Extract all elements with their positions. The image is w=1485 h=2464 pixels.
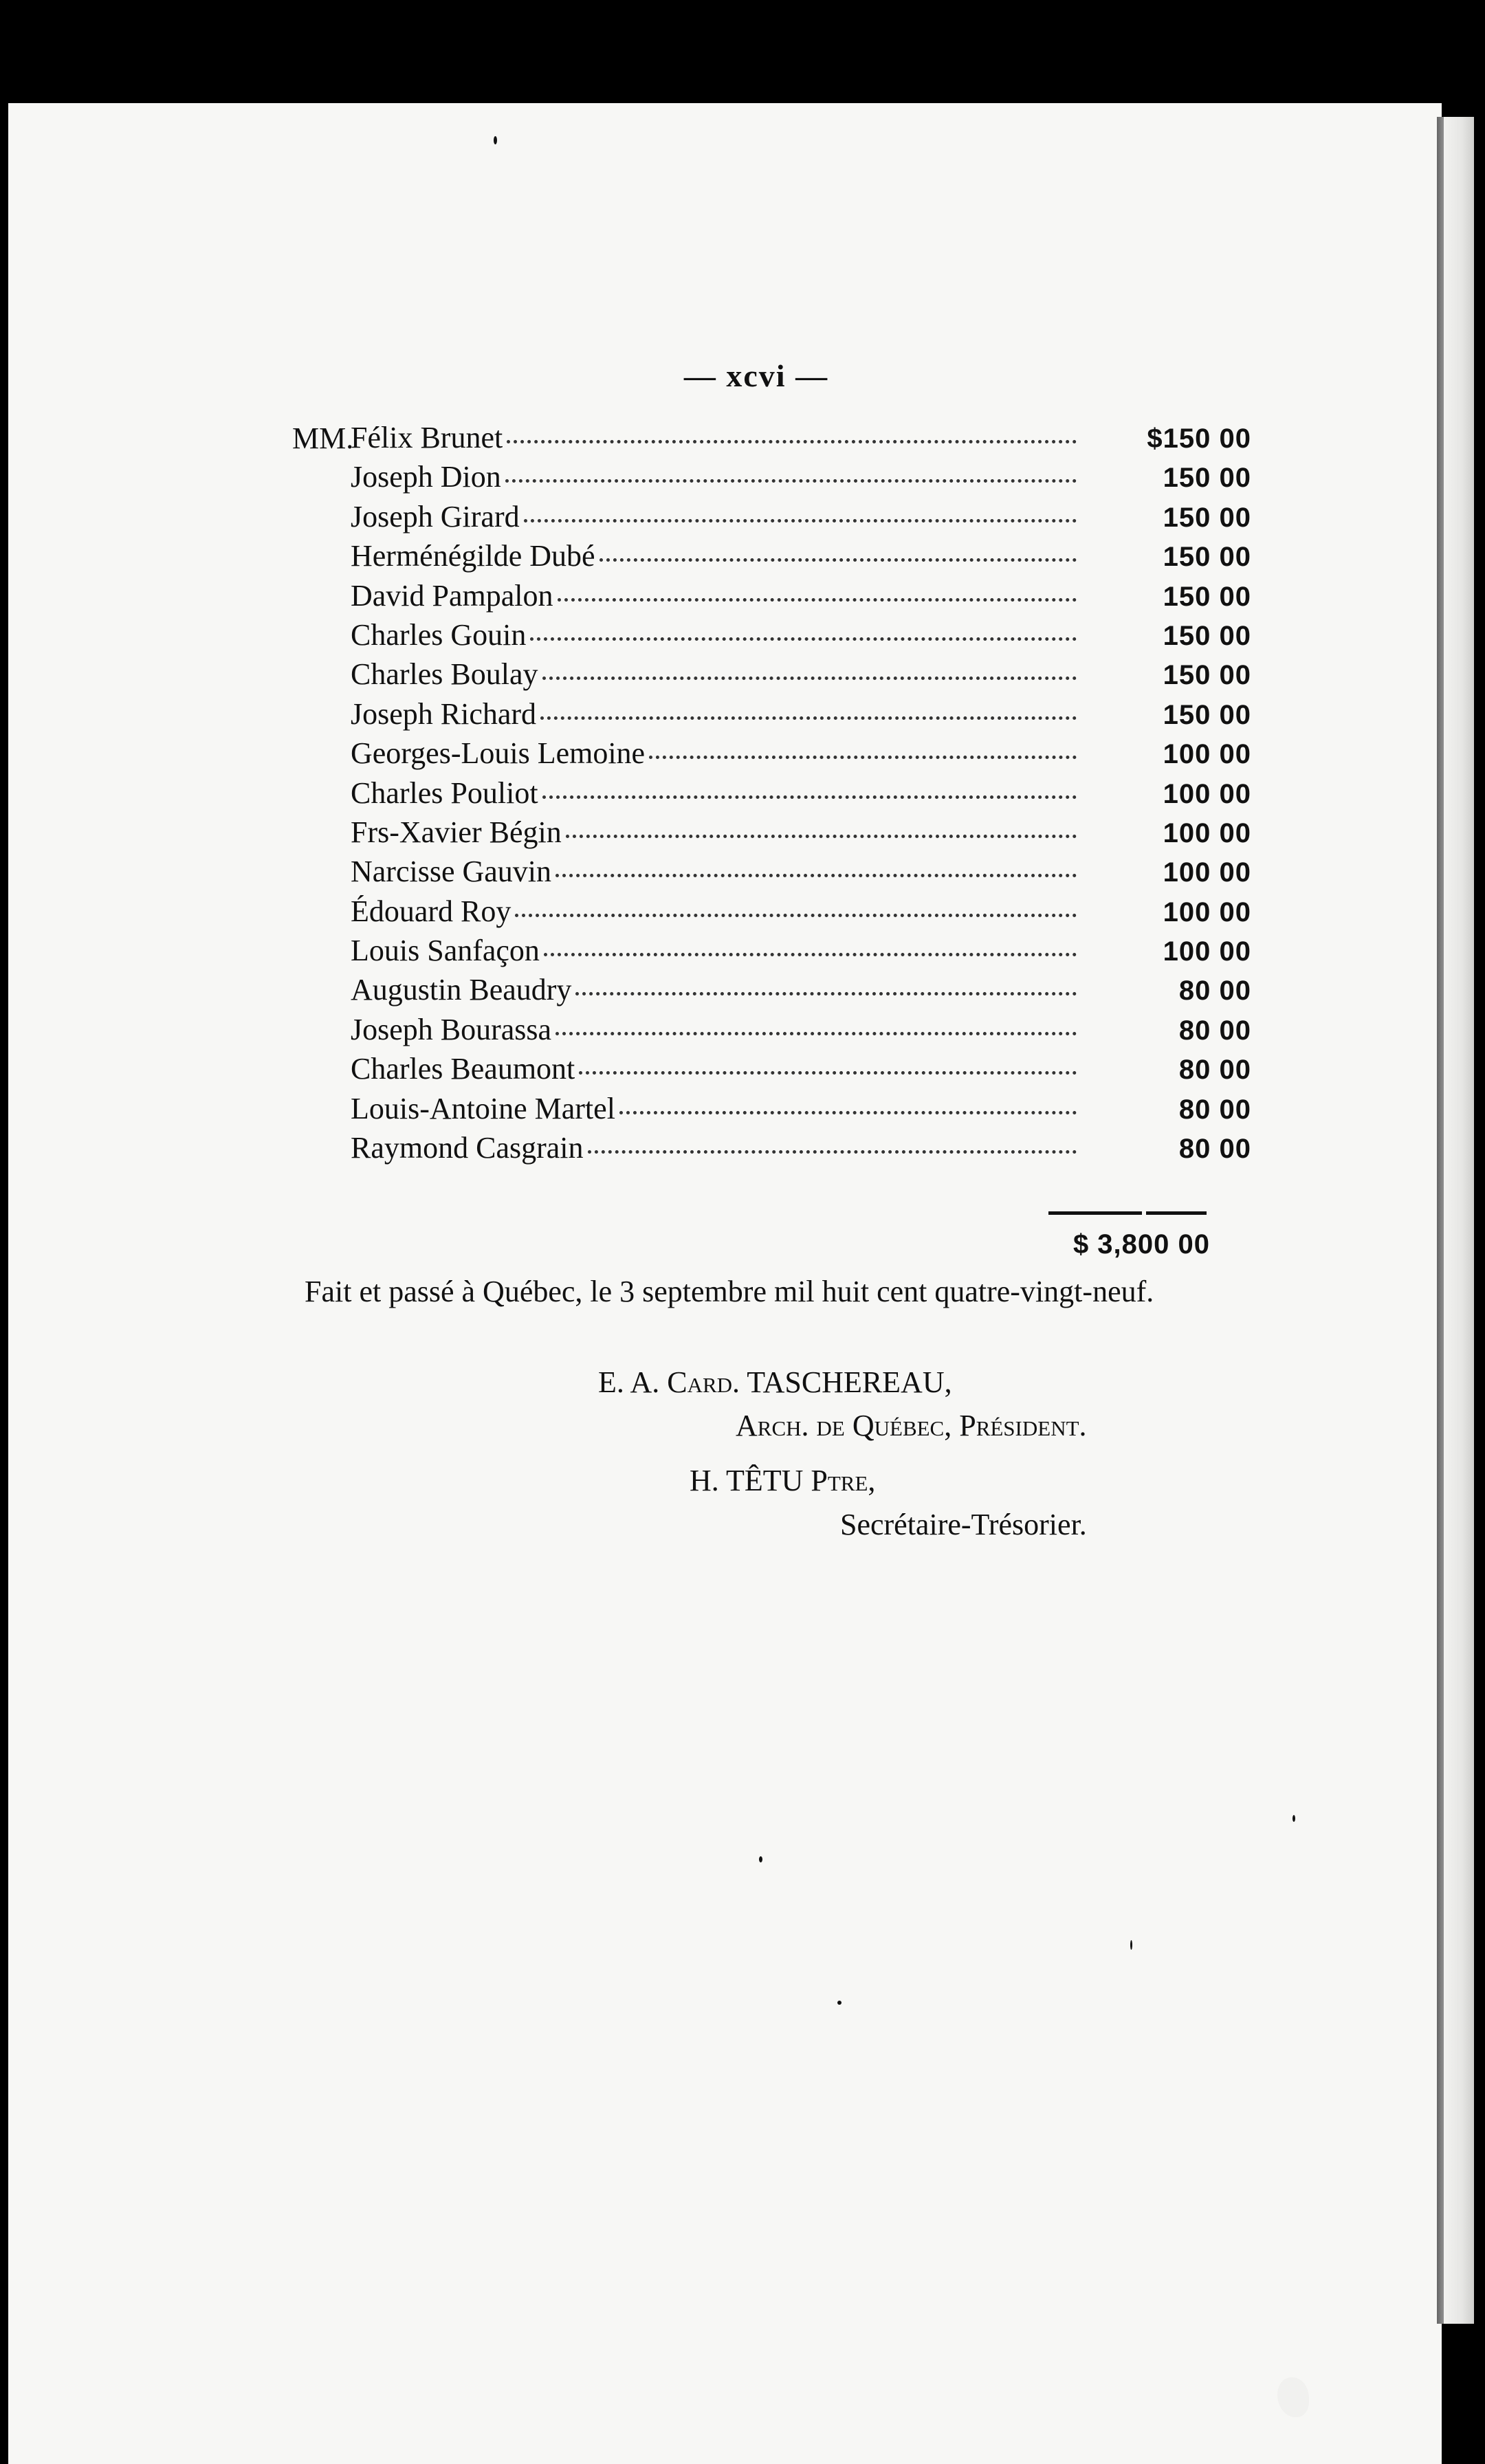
ledger-amount: 150 00 — [1163, 463, 1251, 494]
leader-dots — [542, 795, 1077, 799]
ledger-row — [351, 1010, 1251, 1049]
ledger-total: $ 3,800 00 — [1072, 1229, 1210, 1260]
subscription-ledger — [351, 418, 1251, 1167]
ledger-name: Édouard Roy — [351, 894, 512, 928]
ledger-row — [351, 497, 1251, 536]
leader-dots — [558, 598, 1077, 602]
ledger-amount: 150 00 — [1163, 699, 1251, 730]
ledger-amount: 150 00 — [1163, 620, 1251, 651]
leader-dots — [566, 835, 1077, 838]
leader-dots — [579, 1071, 1077, 1075]
leader-dots — [505, 479, 1077, 483]
leader-dots — [530, 637, 1077, 641]
scan-speck — [837, 2001, 842, 2005]
leader-dots — [649, 756, 1077, 759]
ledger-row — [351, 1089, 1251, 1128]
leader-dots — [515, 914, 1077, 917]
ledger-amount: 150 00 — [1163, 660, 1251, 691]
leader-dots — [575, 992, 1077, 996]
ledger-amount: 80 00 — [1178, 1015, 1251, 1046]
ledger-name: Joseph Bourassa — [351, 1012, 552, 1046]
ledger-name: Charles Gouin — [351, 617, 527, 652]
ledger-name: Charles Boulay — [351, 657, 538, 692]
signature-title-president: Arch. de Québec, Président. — [736, 1409, 1087, 1442]
ledger-amount: 100 00 — [1163, 896, 1251, 927]
ledger-amount: 100 00 — [1163, 778, 1251, 809]
ledger-name: Augustin Beaudry — [351, 973, 572, 1007]
signature-title-secretary: Secrétaire-Trésorier. — [840, 1508, 1087, 1541]
ledger-row — [351, 694, 1251, 734]
ledger-row — [351, 457, 1251, 496]
ledger-name: Joseph Dion — [351, 460, 501, 494]
ledger-amount: 150 00 — [1163, 542, 1251, 573]
scan-speck — [1292, 1815, 1295, 1822]
ledger-amount: $150 00 — [1147, 424, 1251, 454]
ledger-amount: 100 00 — [1163, 739, 1251, 770]
signature-name-secretary: H. TÊTU Ptre, — [690, 1464, 876, 1497]
ledger-row — [351, 615, 1251, 654]
leader-dots — [544, 953, 1077, 956]
leader-dots — [600, 558, 1077, 562]
ledger-name: Louis Sanfaçon — [351, 934, 540, 968]
ledger-row — [351, 852, 1251, 891]
ledger-amount: 80 00 — [1178, 976, 1251, 1006]
ledger-row — [351, 892, 1251, 931]
leader-dots — [619, 1111, 1077, 1114]
leader-dots — [542, 676, 1077, 680]
ledger-row — [351, 576, 1251, 615]
ledger-amount: 80 00 — [1178, 1094, 1251, 1125]
ledger-row — [351, 654, 1251, 694]
signature-name-president: E. A. Card. TASCHEREAU, — [598, 1365, 952, 1399]
closing-paragraph: Fait et passé à Québec, le 3 septembre mil huit cent quatre-vingt-neuf. — [305, 1275, 1154, 1308]
ledger-amount: 150 00 — [1163, 581, 1251, 612]
ledger-row — [351, 931, 1251, 970]
ledger-row — [351, 1128, 1251, 1167]
leader-dots — [540, 716, 1077, 720]
ledger-name: Louis-Antoine Martel — [351, 1091, 615, 1125]
scan-speck — [494, 136, 497, 144]
leader-dots — [524, 519, 1077, 522]
ledger-name: Frs-Xavier Bégin — [351, 815, 562, 849]
ledger-amount: 80 00 — [1178, 1134, 1251, 1165]
page-number-header: — xcvi — — [683, 358, 829, 393]
ledger-name: Raymond Casgrain — [351, 1131, 584, 1165]
ledger-row — [351, 734, 1251, 773]
ledger-name: Georges-Louis Lemoine — [351, 736, 646, 771]
next-page-edge — [1444, 117, 1474, 2324]
ledger-lead: MM. — [292, 421, 354, 455]
ledger-name: Charles Beaumont — [351, 1052, 575, 1086]
total-rule — [1048, 1211, 1207, 1215]
leader-dots — [556, 874, 1077, 877]
leader-dots — [588, 1150, 1077, 1154]
ledger-name: Charles Pouliot — [351, 776, 538, 810]
ledger-name: Joseph Richard — [351, 696, 537, 731]
ledger-amount: 100 00 — [1163, 857, 1251, 888]
ledger-row — [351, 1049, 1251, 1088]
ledger-name: Joseph Girard — [351, 499, 520, 534]
ledger-amount: 150 00 — [1163, 502, 1251, 533]
ledger-row — [351, 773, 1251, 813]
ledger-name: Narcisse Gauvin — [351, 855, 552, 889]
leader-dots — [507, 440, 1077, 443]
ledger-row — [351, 536, 1251, 575]
ledger-amount: 100 00 — [1163, 817, 1251, 848]
ledger-amount: 80 00 — [1178, 1055, 1251, 1086]
scan-speck — [759, 1856, 762, 1862]
ledger-row — [351, 813, 1251, 852]
scan-speck — [1130, 1940, 1132, 1950]
ledger-row — [351, 970, 1251, 1009]
ledger-name: David Pampalon — [351, 578, 553, 613]
ledger-name: Herménégilde Dubé — [351, 539, 595, 573]
ledger-name: Félix Brunet — [351, 421, 503, 454]
ledger-row — [351, 418, 1251, 457]
ledger-amount: 100 00 — [1163, 936, 1251, 967]
leader-dots — [556, 1032, 1077, 1035]
